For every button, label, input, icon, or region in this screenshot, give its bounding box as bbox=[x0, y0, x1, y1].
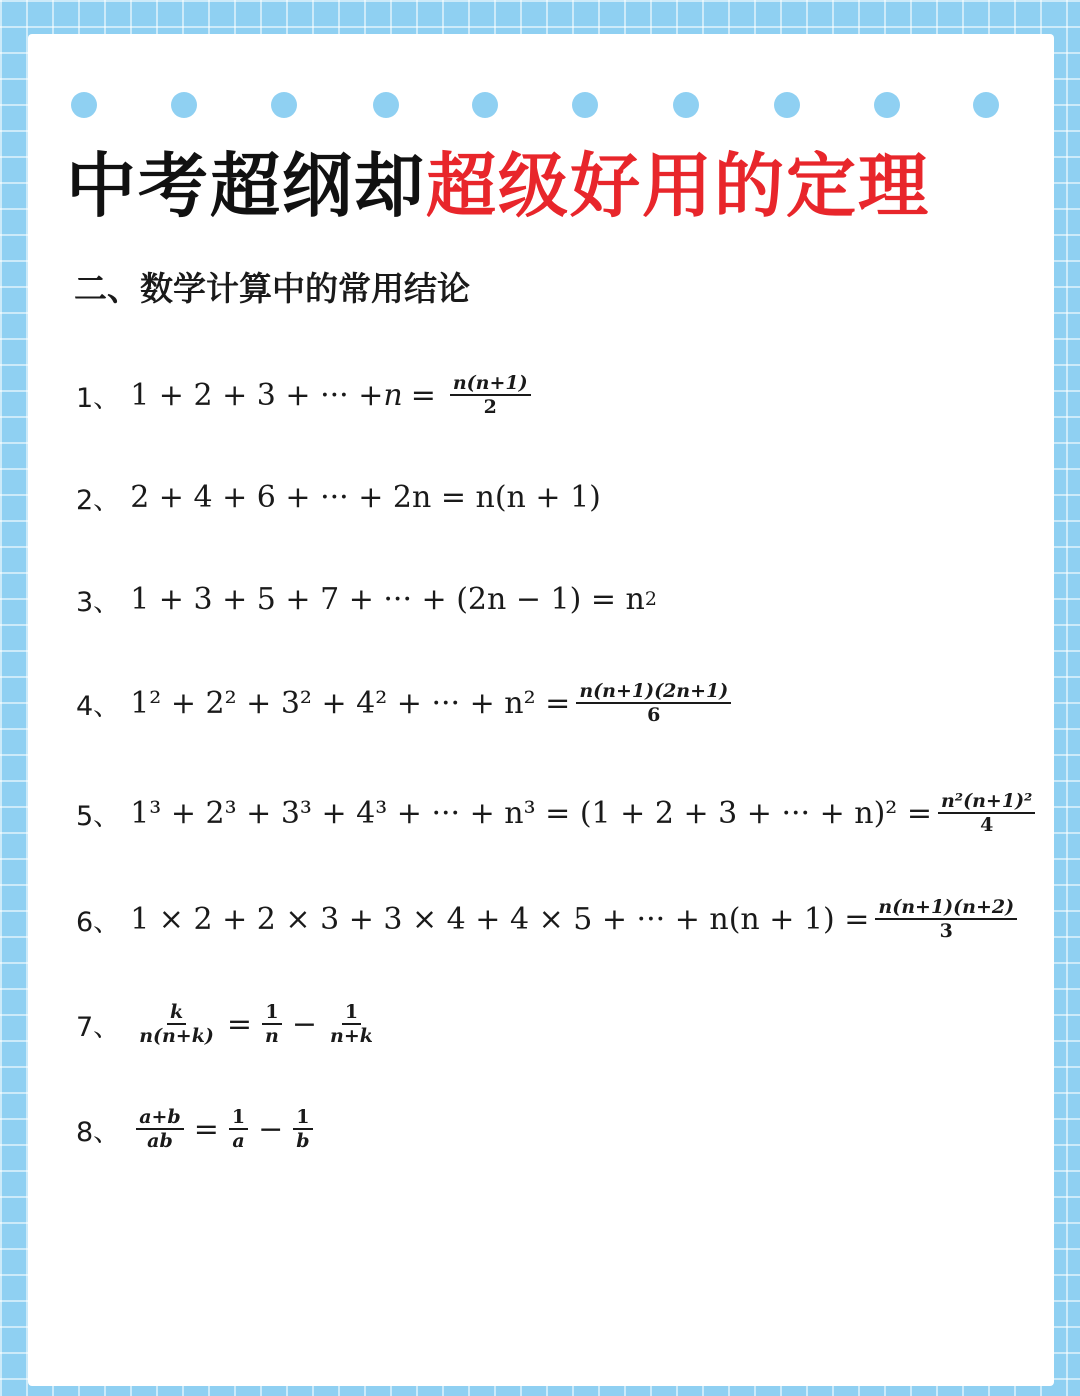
binder-hole bbox=[774, 92, 800, 118]
formula-text: 1 + 3 + 5 + 7 + ··· + (2n − 1) = n bbox=[130, 581, 645, 617]
formula-5 bbox=[76, 778, 1041, 848]
formula-text: 1² + 2² + 3² + 4² + ··· + n² = bbox=[130, 685, 571, 721]
fraction bbox=[450, 372, 531, 418]
fraction-numerator: 1 bbox=[342, 1001, 361, 1025]
fraction bbox=[136, 1001, 217, 1047]
binder-hole bbox=[71, 92, 97, 118]
formula-3: 3、 1 + 3 + 5 + 7 + ··· + (2n − 1) = n 2 bbox=[76, 581, 657, 618]
fraction bbox=[293, 1106, 312, 1152]
binder-hole bbox=[472, 92, 498, 118]
fraction bbox=[327, 1001, 376, 1047]
formula-number: 3、 bbox=[76, 586, 121, 618]
binder-hole bbox=[673, 92, 699, 118]
binder-hole bbox=[874, 92, 900, 118]
fraction bbox=[262, 1001, 282, 1047]
formula-equals: = bbox=[410, 377, 436, 413]
formula-lhs: 1 + 2 + 3 + ··· + bbox=[130, 377, 384, 413]
fraction-numerator: n(n+1)(n+2) bbox=[875, 896, 1017, 920]
formula-6 bbox=[76, 884, 1023, 954]
title-red-part: 超级好用的定理 bbox=[426, 145, 930, 227]
fraction bbox=[136, 1106, 184, 1152]
fraction-denominator: 4 bbox=[980, 814, 994, 836]
fraction bbox=[938, 790, 1035, 836]
fraction-denominator: ab bbox=[147, 1130, 173, 1152]
binder-hole bbox=[973, 92, 999, 118]
fraction-numerator: k bbox=[167, 1001, 186, 1025]
formula-minus: − bbox=[258, 1111, 284, 1147]
fraction-numerator: n(n+1)(2n+1) bbox=[576, 680, 731, 704]
fraction-denominator: 2 bbox=[483, 396, 497, 418]
fraction-numerator: 1 bbox=[293, 1106, 312, 1130]
fraction bbox=[229, 1106, 248, 1152]
formula-4 bbox=[76, 668, 737, 738]
formula-equals: = bbox=[193, 1111, 219, 1147]
formula-number: 6、 bbox=[76, 906, 121, 938]
formula-8 bbox=[76, 1094, 319, 1164]
formula-number: 4、 bbox=[76, 690, 121, 722]
fraction-numerator: 1 bbox=[262, 1001, 281, 1025]
binder-hole bbox=[373, 92, 399, 118]
fraction bbox=[875, 896, 1017, 942]
formula-text: 2 + 4 + 6 + ··· + 2n = n(n + 1) bbox=[130, 479, 601, 515]
formula-minus: − bbox=[291, 1006, 317, 1042]
fraction bbox=[576, 680, 731, 726]
fraction-numerator: n²(n+1)² bbox=[938, 790, 1035, 814]
fraction-denominator: n bbox=[265, 1025, 279, 1047]
formula-equals: = bbox=[226, 1006, 253, 1042]
title-black-part: 中考超纲却 bbox=[66, 145, 426, 227]
fraction-denominator: n+k bbox=[330, 1025, 373, 1047]
formula-2 bbox=[76, 462, 601, 532]
formula-number: 1、 bbox=[76, 382, 121, 414]
fraction-numerator: n(n+1) bbox=[450, 372, 531, 396]
fraction-numerator: 1 bbox=[229, 1106, 248, 1130]
formula-text: 1³ + 2³ + 3³ + 4³ + ··· + n³ = (1 + 2 + 3 + ··· + n)² = bbox=[130, 795, 932, 831]
notebook-page bbox=[28, 34, 1054, 1386]
binder-hole bbox=[572, 92, 598, 118]
page-title bbox=[66, 126, 1026, 246]
binder-hole bbox=[271, 92, 297, 118]
section-heading: 二、数学计算中的常用结论 bbox=[74, 269, 470, 308]
fraction-denominator: 3 bbox=[939, 920, 953, 942]
fraction-denominator: 6 bbox=[647, 704, 661, 726]
fraction-denominator: n(n+k) bbox=[139, 1025, 214, 1047]
fraction-denominator: a bbox=[232, 1130, 245, 1152]
formula-number: 5、 bbox=[76, 800, 121, 832]
formula-number: 7、 bbox=[76, 1011, 121, 1043]
formula-text: 1 × 2 + 2 × 3 + 3 × 4 + 4 × 5 + ··· + n(n + 1) = bbox=[130, 901, 870, 937]
formula-number: 8、 bbox=[76, 1116, 121, 1148]
fraction-numerator: a+b bbox=[136, 1106, 184, 1130]
binder-holes bbox=[28, 92, 1054, 122]
binder-hole bbox=[171, 92, 197, 118]
fraction-denominator: b bbox=[296, 1130, 310, 1152]
formula-number: 2、 bbox=[76, 484, 121, 516]
formula-7 bbox=[76, 989, 382, 1059]
formula-variable: n bbox=[383, 377, 403, 413]
formula-1 bbox=[76, 360, 537, 430]
